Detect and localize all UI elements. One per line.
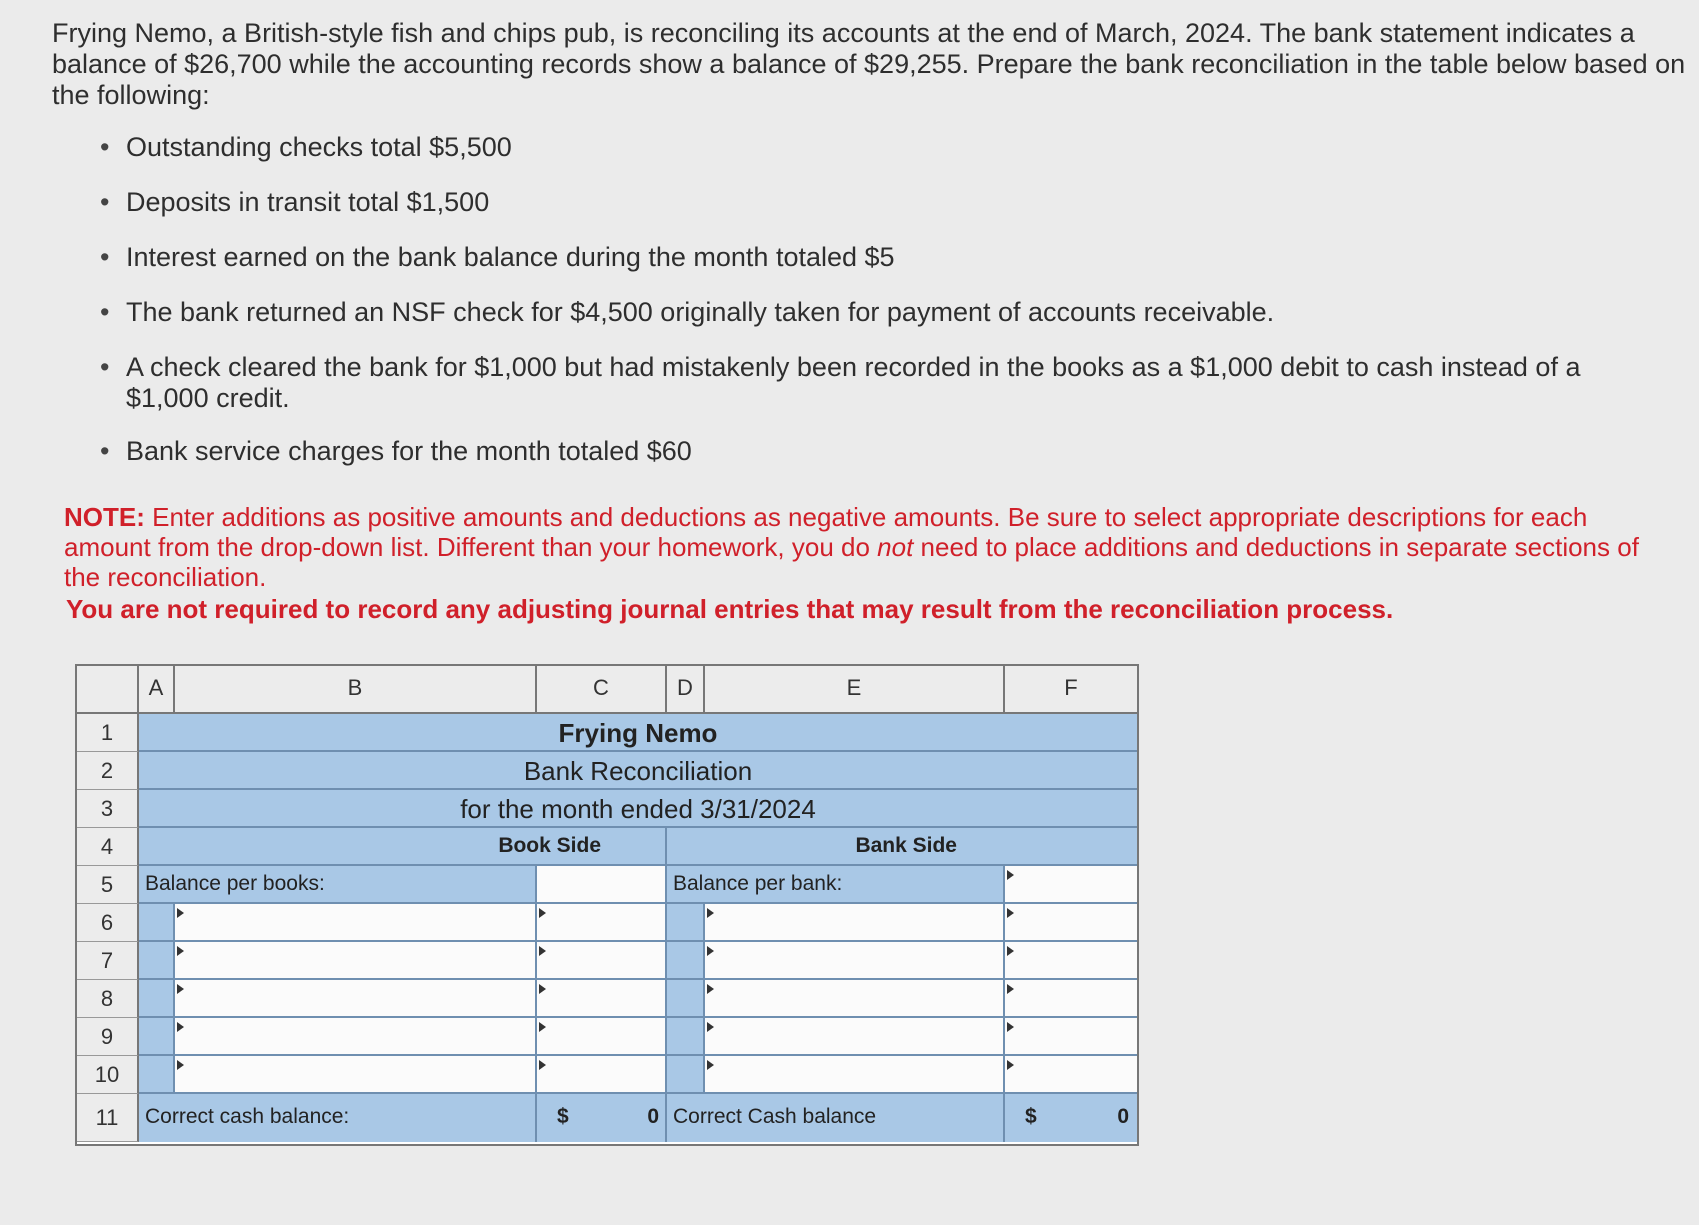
list-item: • The bank returned an NSF check for $4,500 originally taken for payment of accounts receivable.: [100, 297, 1636, 328]
bank-description-dropdown[interactable]: [705, 1056, 1005, 1094]
instruction-note: [64, 502, 1664, 592]
book-description-dropdown[interactable]: [175, 942, 537, 980]
note-text-1: Enter additions as positive amounts and deductions as negative amounts. Be sure to select appropriate descriptions for each amount from the drop-down list. Different than your homework, you do: [64, 502, 1588, 562]
book-amount-field[interactable]: [537, 1057, 665, 1093]
row-spacer: [139, 1018, 175, 1056]
bank-amount-input[interactable]: [1005, 942, 1137, 980]
balance-per-bank-field[interactable]: [1005, 867, 1137, 903]
row-spacer: [667, 904, 705, 942]
column-header-d: D: [667, 666, 705, 714]
row-number: 10: [77, 1056, 139, 1094]
bank-amount-input[interactable]: [1005, 980, 1137, 1018]
bank-amount-input[interactable]: [1005, 1018, 1137, 1056]
row-spacer: [139, 904, 175, 942]
note-emphasis: not: [877, 532, 914, 562]
reconciliation-spreadsheet: [75, 664, 1139, 1146]
row-number: 5: [77, 866, 139, 904]
column-header-e: E: [705, 666, 1005, 714]
note-label: NOTE:: [64, 502, 145, 532]
list-item: • Interest earned on the bank balance during the month totaled $5: [100, 242, 1636, 273]
book-description-dropdown[interactable]: [175, 1018, 537, 1056]
book-amount-input[interactable]: [537, 980, 667, 1018]
bank-total-value: 0: [1117, 1105, 1129, 1128]
row-spacer: [667, 980, 705, 1018]
dollar-sign: $: [1025, 1105, 1037, 1128]
row-spacer: [139, 980, 175, 1018]
row-number: 4: [77, 828, 139, 866]
report-title: Bank Reconciliation: [139, 752, 1137, 790]
column-header-c: C: [537, 666, 667, 714]
bank-amount-input[interactable]: [1005, 1056, 1137, 1094]
book-amount-field[interactable]: [537, 1019, 665, 1055]
problem-intro: Frying Nemo, a British-style fish and chips pub, is reconciling its accounts at the end of March, 2024. The bank statement indicates a balance of $26,700 while the accounting records show a balance of $29,255. Prepare the bank reconciliation in the table below based on the following:: [52, 18, 1686, 110]
row-number: 6: [77, 904, 139, 942]
row-number: 3: [77, 790, 139, 828]
row-number: 11: [77, 1094, 139, 1142]
book-total-value: 0: [647, 1105, 659, 1128]
book-description-dropdown[interactable]: [175, 980, 537, 1018]
bank-amount-field[interactable]: [1005, 943, 1137, 979]
row-number: 2: [77, 752, 139, 790]
column-header-b: B: [175, 666, 537, 714]
column-header-f: F: [1005, 666, 1137, 714]
balance-per-bank-label: Balance per bank:: [667, 866, 1005, 904]
list-item: • Bank service charges for the month totaled $60: [100, 436, 1636, 467]
report-period: for the month ended 3/31/2024: [139, 790, 1137, 828]
row-spacer: [667, 1056, 705, 1094]
company-title: Frying Nemo: [139, 714, 1137, 752]
note-text-2: need to place additions and deductions in separate sections of the reconciliation.: [64, 532, 1639, 592]
balance-per-books-field[interactable]: [537, 867, 665, 903]
bank-amount-field[interactable]: [1005, 1057, 1137, 1093]
corner-cell: [77, 666, 139, 714]
book-description-dropdown[interactable]: [175, 904, 537, 942]
instruction-bold-note: You are not required to record any adjusting journal entries that may result from the reconciliation process.: [66, 594, 1394, 624]
bank-amount-input[interactable]: [1005, 904, 1137, 942]
column-header-a: A: [139, 666, 175, 714]
row-spacer: [667, 1018, 705, 1056]
facts-list: [100, 132, 1660, 491]
balance-per-bank-input[interactable]: [1005, 866, 1137, 904]
correct-cash-balance-bank-label: Correct Cash balance: [667, 1094, 1005, 1142]
bank-description-dropdown[interactable]: [705, 904, 1005, 942]
bank-description-dropdown[interactable]: [705, 980, 1005, 1018]
book-amount-field[interactable]: [537, 905, 665, 941]
row-number: 1: [77, 714, 139, 752]
book-description-dropdown[interactable]: [175, 1056, 537, 1094]
row-number: 7: [77, 942, 139, 980]
dollar-sign: $: [557, 1105, 569, 1128]
bank-amount-field[interactable]: [1005, 1019, 1137, 1055]
list-item: • Deposits in transit total $1,500: [100, 187, 1636, 218]
bank-side-header: Bank Side: [667, 828, 1137, 866]
row-spacer: [139, 942, 175, 980]
book-amount-input[interactable]: [537, 904, 667, 942]
row-spacer: [139, 1056, 175, 1094]
bank-total-cell: [1005, 1094, 1137, 1142]
bank-description-dropdown[interactable]: [705, 1018, 1005, 1056]
book-amount-input[interactable]: [537, 942, 667, 980]
bank-description-dropdown[interactable]: [705, 942, 1005, 980]
bank-amount-field[interactable]: [1005, 905, 1137, 941]
row-number: 8: [77, 980, 139, 1018]
bank-amount-field[interactable]: [1005, 981, 1137, 1017]
book-amount-input[interactable]: [537, 1056, 667, 1094]
balance-per-books-label: Balance per books:: [139, 866, 537, 904]
list-item: • Outstanding checks total $5,500: [100, 132, 1636, 163]
row-number: 9: [77, 1018, 139, 1056]
book-amount-field[interactable]: [537, 943, 665, 979]
book-amount-field[interactable]: [537, 981, 665, 1017]
balance-per-books-input[interactable]: [537, 866, 667, 904]
row-spacer: [667, 942, 705, 980]
book-amount-input[interactable]: [537, 1018, 667, 1056]
list-item: • A check cleared the bank for $1,000 but had mistakenly been recorded in the books as a $1,000 debit to cash instead of a $1,000 credit.: [100, 352, 1636, 414]
book-side-header: Book Side: [139, 828, 667, 866]
book-total-cell: [537, 1094, 667, 1142]
correct-cash-balance-book-label: Correct cash balance:: [139, 1094, 537, 1142]
